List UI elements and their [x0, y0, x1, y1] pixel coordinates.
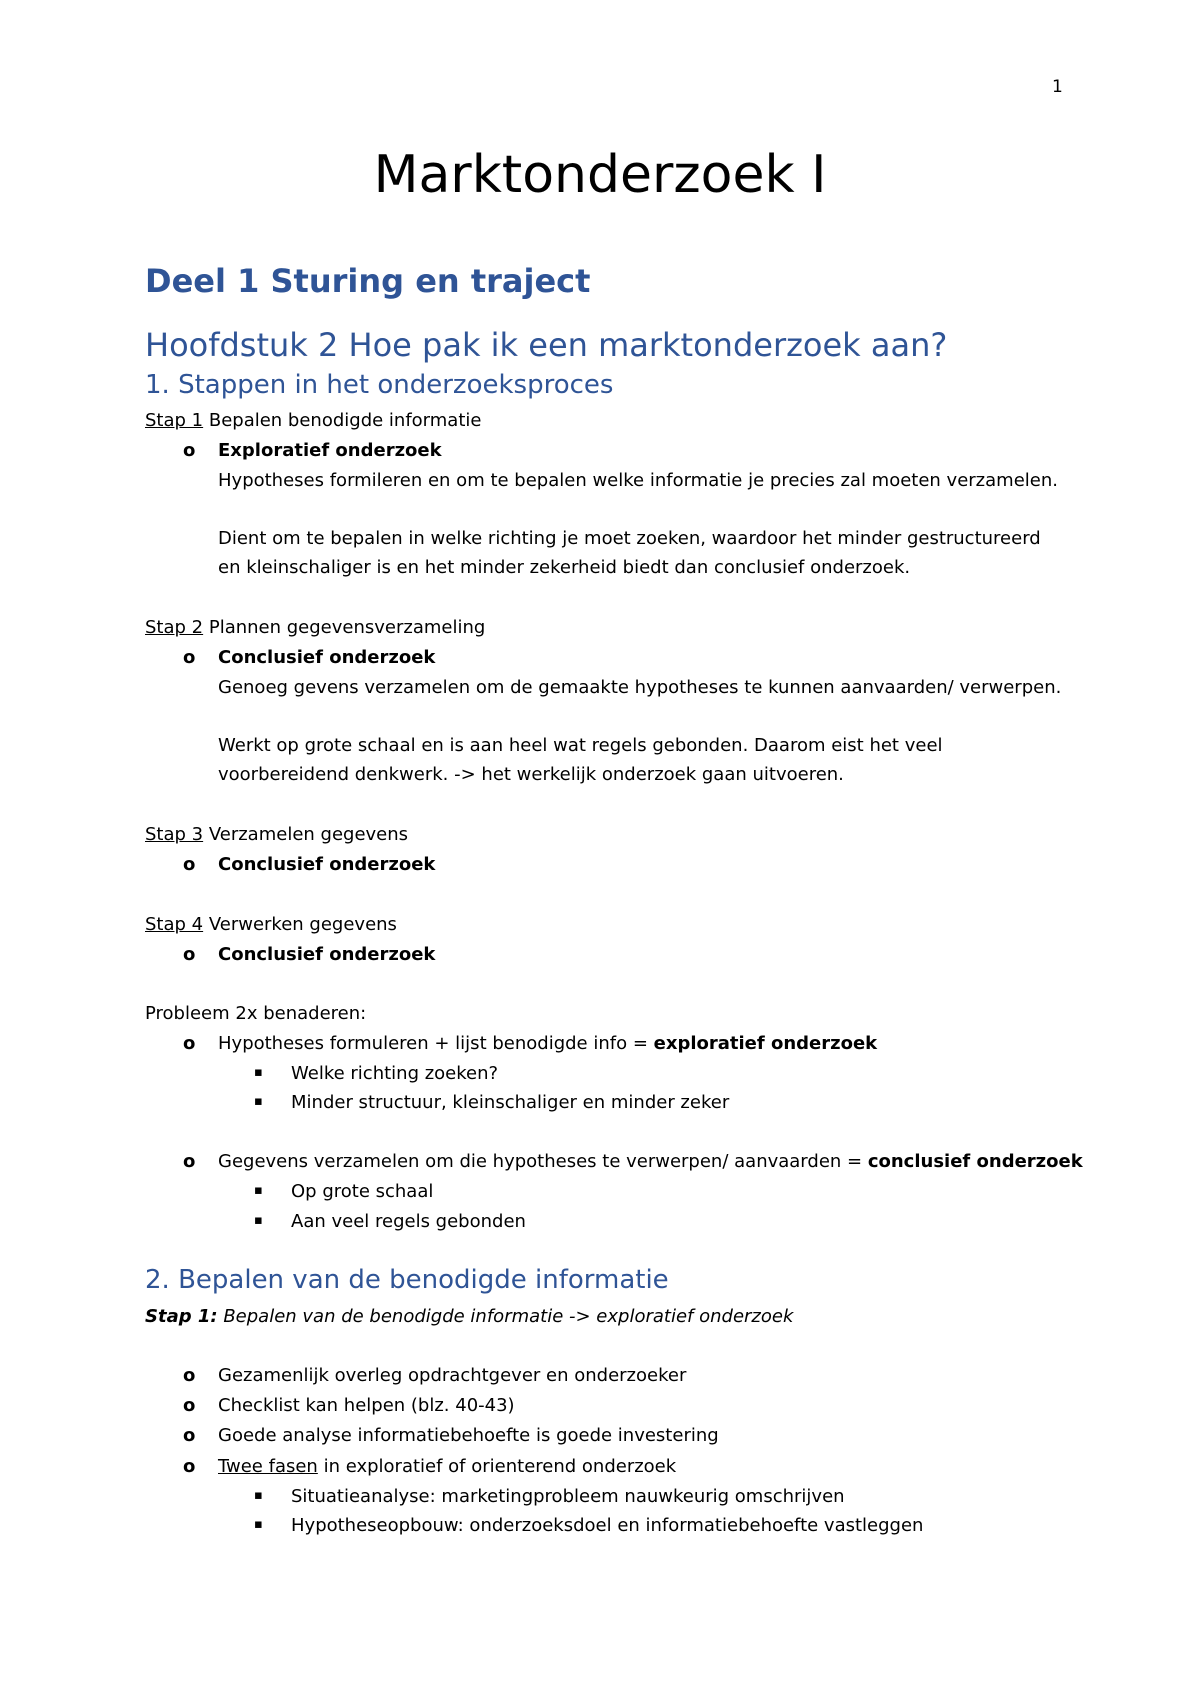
paragraph-line: Hypotheses formileren en om te bepalen welke informatie je precies zal moeten verzamelen. — [218, 470, 1058, 491]
square-bullet: ▪ — [254, 1517, 263, 1532]
step-line — [145, 617, 485, 638]
step-label: Stap 2 — [145, 617, 204, 638]
paragraph-line: voorbereidend denkwerk. -> het werkelijk onderzoek gaan uitvoeren. — [218, 764, 844, 785]
sub-list-item: Welke richting zoeken? — [291, 1063, 499, 1084]
list-item-text: in exploratief of orienterend onderzoek — [317, 1456, 677, 1477]
section-heading-2: 2. Bepalen van de benodigde informatie — [145, 1265, 669, 1295]
document-title: Marktonderzoek I — [373, 145, 827, 205]
square-bullet: ▪ — [254, 1488, 263, 1503]
square-bullet: ▪ — [254, 1094, 263, 1109]
step-line — [145, 824, 408, 845]
square-bullet: ▪ — [254, 1065, 263, 1080]
step-text: Bepalen van de benodigde informatie -> exploratief onderzoek — [217, 1306, 794, 1327]
step-label: Stap 1 — [145, 410, 204, 431]
list-item: Exploratief onderzoek — [218, 440, 442, 461]
paragraph-line: Probleem 2x benaderen: — [145, 1003, 367, 1024]
circle-bullet: o — [183, 647, 196, 668]
paragraph-line: Werkt op grote schaal en is aan heel wat regels gebonden. Daarom eist het veel — [218, 735, 943, 756]
sub-list-item: Situatieanalyse: marketingprobleem nauwkeurig omschrijven — [291, 1486, 845, 1507]
circle-bullet: o — [183, 1365, 196, 1386]
list-item — [218, 1456, 676, 1477]
list-item: Conclusief onderzoek — [218, 647, 436, 668]
square-bullet: ▪ — [254, 1213, 263, 1228]
square-bullet: ▪ — [254, 1183, 263, 1198]
circle-bullet: o — [183, 440, 196, 461]
page-number: 1 — [1052, 77, 1063, 97]
list-item: Checklist kan helpen (blz. 40-43) — [218, 1395, 515, 1416]
step-line — [145, 914, 397, 935]
step-text: Verzamelen gegevens — [203, 824, 409, 845]
list-item — [218, 1033, 877, 1054]
step-line — [145, 1306, 793, 1327]
circle-bullet: o — [183, 1151, 196, 1172]
paragraph-line: Dient om te bepalen in welke richting je moet zoeken, waardoor het minder gestructureerd — [218, 528, 1041, 549]
sub-list-item: Hypotheseopbouw: onderzoeksdoel en informatiebehoefte vastleggen — [291, 1515, 924, 1536]
circle-bullet: o — [183, 854, 196, 875]
circle-bullet: o — [183, 1033, 196, 1054]
section-heading-1: 1. Stappen in het onderzoeksproces — [145, 370, 614, 400]
list-item-underlined: Twee fasen — [218, 1456, 318, 1477]
list-item: Conclusief onderzoek — [218, 944, 436, 965]
paragraph-line: Genoeg gevens verzamelen om de gemaakte hypotheses te kunnen aanvaarden/ verwerpen. — [218, 677, 1062, 698]
step-line — [145, 410, 481, 431]
sub-list-item: Aan veel regels gebonden — [291, 1211, 526, 1232]
list-item — [218, 1151, 1083, 1172]
list-item-text: Gegevens verzamelen om die hypotheses te verwerpen/ aanvaarden = — [218, 1151, 868, 1172]
list-item-text: Hypotheses formuleren + lijst benodigde info = — [218, 1033, 654, 1054]
list-item: Gezamenlijk overleg opdrachtgever en onderzoeker — [218, 1365, 687, 1386]
step-text: Bepalen benodigde informatie — [203, 410, 482, 431]
step-label: Stap 3 — [145, 824, 204, 845]
circle-bullet: o — [183, 1456, 196, 1477]
list-item: Conclusief onderzoek — [218, 854, 436, 875]
part-heading: Deel 1 Sturing en traject — [145, 262, 591, 300]
sub-list-item: Minder structuur, kleinschaliger en minder zeker — [291, 1092, 730, 1113]
list-item-bold: exploratief onderzoek — [653, 1033, 878, 1054]
circle-bullet: o — [183, 1395, 196, 1416]
list-item: Goede analyse informatiebehoefte is goede investering — [218, 1425, 719, 1446]
paragraph-line: en kleinschaliger is en het minder zekerheid biedt dan conclusief onderzoek. — [218, 557, 911, 578]
list-item-bold: conclusief onderzoek — [867, 1151, 1083, 1172]
step-text: Verwerken gegevens — [203, 914, 397, 935]
chapter-heading: Hoofdstuk 2 Hoe pak ik een marktonderzoek aan? — [145, 326, 948, 364]
circle-bullet: o — [183, 944, 196, 965]
circle-bullet: o — [183, 1425, 196, 1446]
sub-list-item: Op grote schaal — [291, 1181, 434, 1202]
step-label: Stap 1: — [145, 1306, 218, 1327]
step-text: Plannen gegevensverzameling — [203, 617, 486, 638]
step-label: Stap 4 — [145, 914, 204, 935]
